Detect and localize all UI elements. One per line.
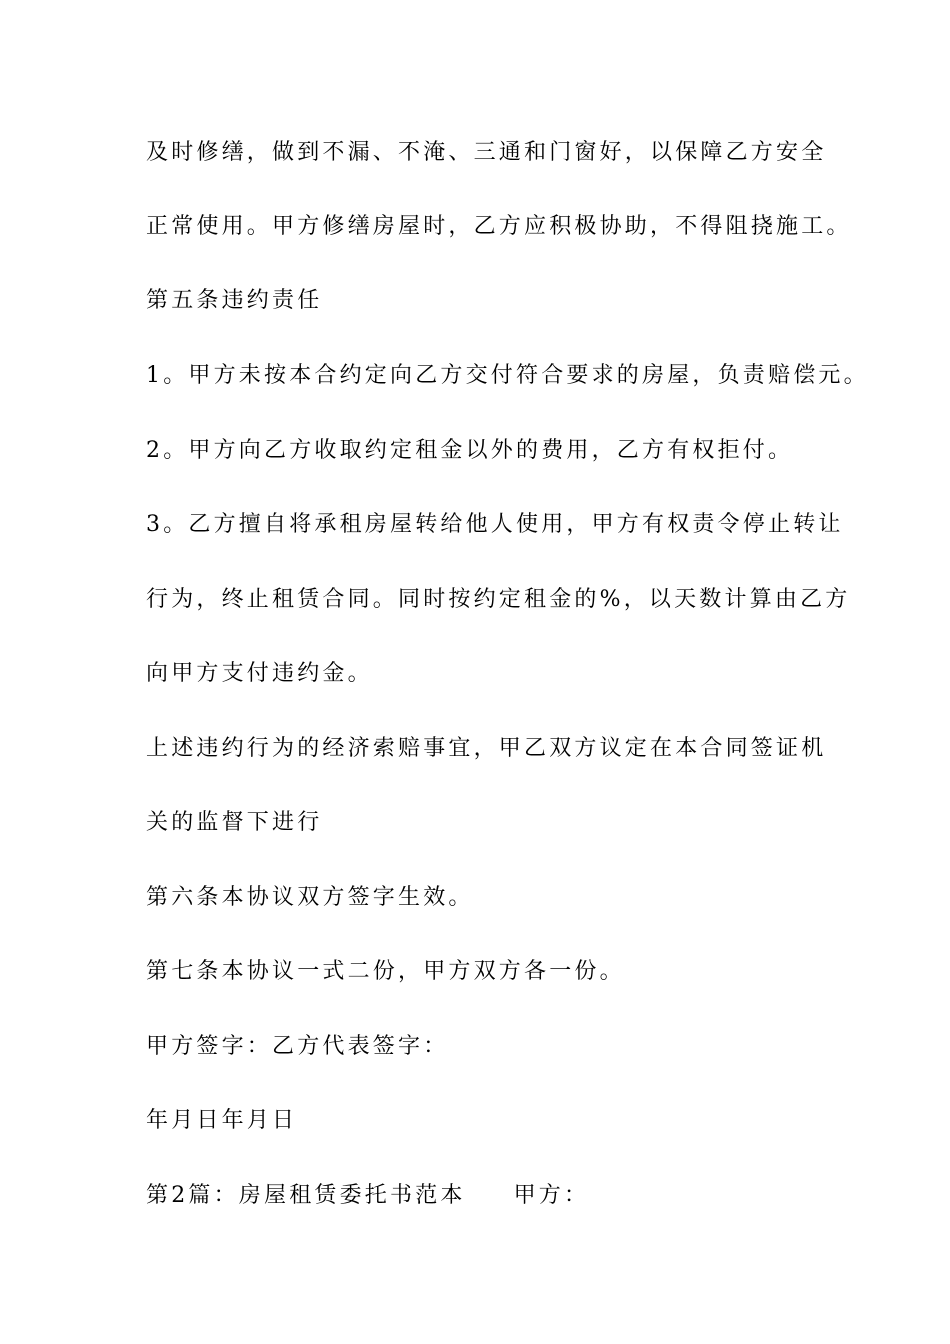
- text-line: 正常使用。甲方修缮房屋时，乙方应积极协助，不得阻挠施工。: [146, 214, 852, 239]
- text-line: 2。甲方向乙方收取约定租金以外的费用，乙方有权拒付。: [146, 438, 794, 463]
- chapter-heading-line: [146, 1181, 589, 1211]
- section-heading: 第七条本协议一式二份，甲方双方各一份。: [146, 959, 625, 984]
- text-line: 3。乙方擅自将承租房屋转给他人使用，甲方有权责令停止转让: [146, 512, 844, 537]
- party-label: 甲方：: [513, 1183, 590, 1208]
- text-line: 关的监督下进行: [146, 810, 323, 835]
- text-line: 1。甲方未按本合约定向乙方交付符合要求的房屋，负责赔偿元。: [146, 363, 869, 388]
- section-heading: 第六条本协议双方签字生效。: [146, 885, 474, 910]
- date-line: 年月日年月日: [146, 1108, 298, 1133]
- chapter-heading: 第2篇：房屋租赁委托书范本: [146, 1183, 466, 1208]
- text-line: 及时修缮，做到不漏、不淹、三通和门窗好，以保障乙方安全: [146, 140, 827, 165]
- signature-line: 甲方签字：乙方代表签字：: [146, 1034, 449, 1059]
- text-line: 行为，终止租赁合同。同时按约定租金的%，以天数计算由乙方: [146, 587, 851, 612]
- section-heading: 第五条违约责任: [146, 288, 323, 313]
- text-line: 向甲方支付违约金。: [146, 661, 373, 686]
- text-line: 上述违约行为的经济索赔事宜，甲乙双方议定在本合同签证机: [146, 736, 827, 761]
